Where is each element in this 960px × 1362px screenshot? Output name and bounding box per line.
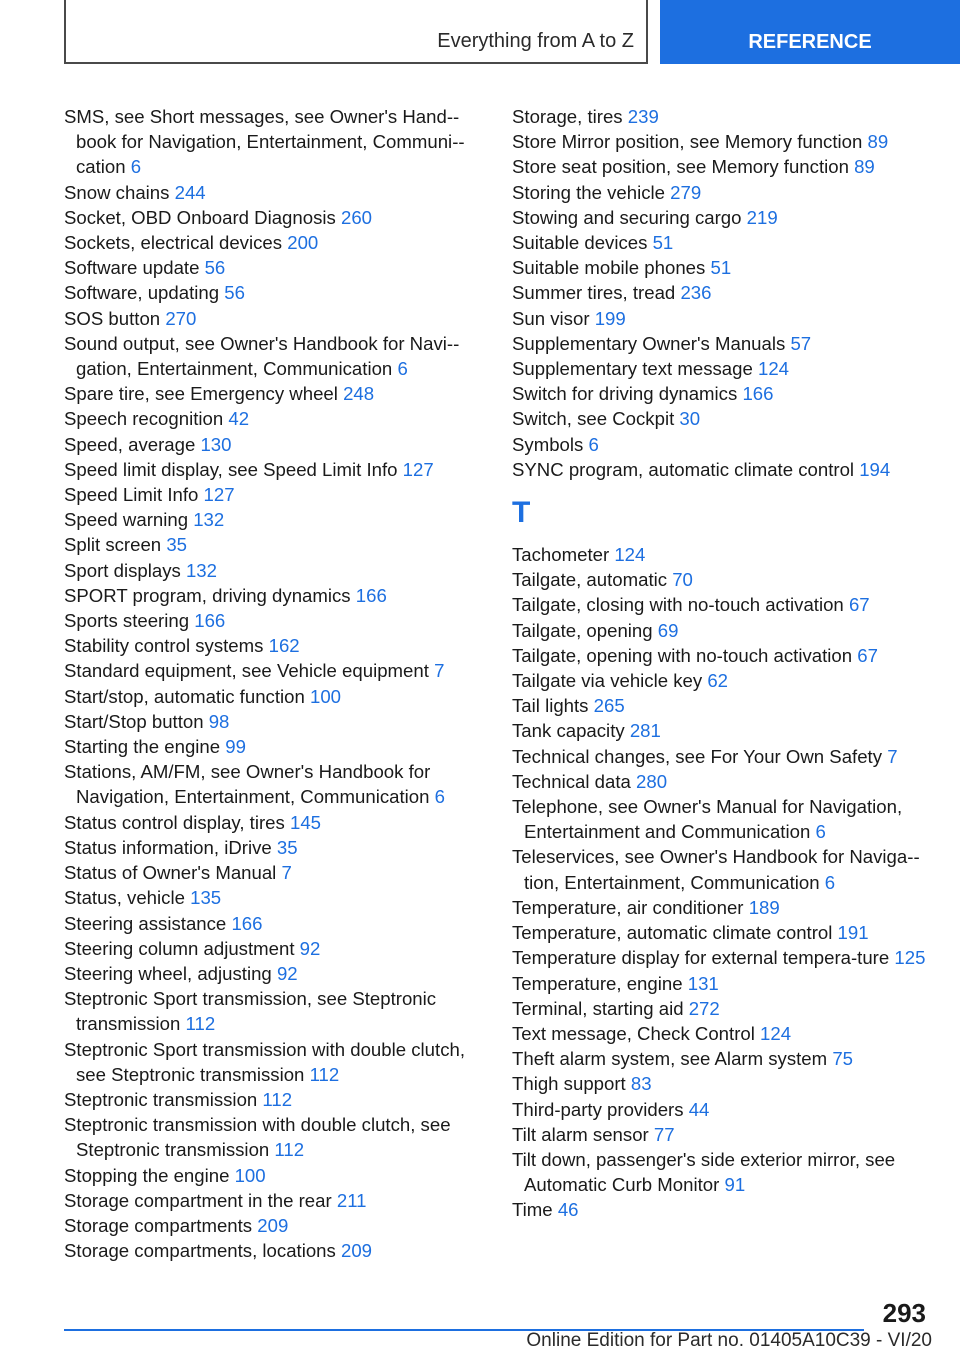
page-number: 293 xyxy=(882,1298,926,1328)
page-link[interactable]: 112 xyxy=(262,1088,293,1110)
page-link[interactable]: 270 xyxy=(165,307,197,329)
index-entry xyxy=(64,1087,484,1112)
index-entry-term: SPORT program, driving dynamics xyxy=(64,584,351,606)
index-entry xyxy=(512,794,932,844)
index-entry xyxy=(512,895,932,920)
index-entry xyxy=(64,1163,484,1188)
index-group-s xyxy=(512,104,932,482)
index-entry xyxy=(512,1046,932,1071)
index-entry-term: Tilt alarm sensor xyxy=(512,1123,649,1145)
index-entry-term: Software update xyxy=(64,257,200,279)
index-entry xyxy=(64,1112,484,1162)
index-entry xyxy=(512,996,932,1021)
page-link[interactable]: 67 xyxy=(848,594,870,616)
index-entry-term: Steptronic Sport transmission, see Steptronic transmission xyxy=(64,988,437,1035)
index-entry-term: Sun visor xyxy=(512,307,590,329)
index-entry-term: Store seat position, see Memory function xyxy=(512,156,849,178)
index-entry xyxy=(512,432,932,457)
index-entry xyxy=(64,684,484,709)
page-link[interactable]: 100 xyxy=(234,1164,266,1186)
index-entry-term: Sockets, electrical devices xyxy=(64,232,283,254)
index-entry-term: Steptronic transmission xyxy=(64,1088,258,1110)
index-entry xyxy=(64,507,484,532)
page-link[interactable]: 244 xyxy=(174,181,206,203)
index-entry-term: Start/stop, automatic function xyxy=(64,685,305,707)
index-entry xyxy=(64,381,484,406)
index-entry-term: Sport displays xyxy=(64,559,181,581)
index-entry xyxy=(64,457,484,482)
index-entry xyxy=(512,592,932,617)
index-entry-term: Summer tires, tread xyxy=(512,282,676,304)
page-link[interactable]: 6 xyxy=(130,156,142,178)
page-link[interactable]: 57 xyxy=(790,332,812,354)
index-entry-term: Status, vehicle xyxy=(64,887,185,909)
index-entry-term: Tailgate via vehicle key xyxy=(512,670,703,692)
page-link[interactable]: 83 xyxy=(630,1073,652,1095)
page-link[interactable]: 132 xyxy=(193,509,225,531)
page-link[interactable]: 6 xyxy=(815,821,826,843)
page-link[interactable]: 280 xyxy=(636,770,668,792)
index-entry xyxy=(64,280,484,305)
page-link[interactable]: 30 xyxy=(679,408,701,430)
index-entry xyxy=(64,255,484,280)
index-entry xyxy=(512,230,932,255)
page-link[interactable]: 127 xyxy=(203,484,235,506)
index-entry xyxy=(512,331,932,356)
index-entry-term: Temperature, automatic climate control xyxy=(512,922,833,944)
index-entry-term: Stability control systems xyxy=(64,635,264,657)
page-link[interactable]: 260 xyxy=(340,206,373,228)
page-link[interactable]: 236 xyxy=(680,282,712,304)
index-entry-term: Storage compartments xyxy=(64,1214,253,1236)
index-entry-term: Snow chains xyxy=(64,181,170,203)
index-entry xyxy=(64,961,484,986)
index-entry-term: SOS button xyxy=(64,307,161,329)
index-entry xyxy=(64,306,484,331)
index-entry xyxy=(512,668,932,693)
header-section-box xyxy=(64,0,648,64)
index-entry-term: Third-party providers xyxy=(512,1098,684,1120)
page-link[interactable]: 7 xyxy=(281,862,292,884)
index-entry xyxy=(64,734,484,759)
page-link[interactable]: 42 xyxy=(228,408,250,430)
page-link[interactable]: 7 xyxy=(887,745,898,767)
page-link[interactable]: 124 xyxy=(760,1022,792,1044)
index-entry-term: Spare tire, see Emergency wheel xyxy=(64,383,338,405)
page-link[interactable]: 100 xyxy=(309,685,342,707)
page-link[interactable]: 166 xyxy=(231,912,263,934)
index-entry-term: Tailgate, automatic xyxy=(512,569,668,591)
index-entry-term: Tailgate, opening with no-touch activation xyxy=(512,644,853,666)
index-entry-term: Supplementary Owner's Manuals xyxy=(512,332,786,354)
page-link[interactable]: 91 xyxy=(724,1174,746,1196)
index-entry xyxy=(512,255,932,280)
index-entry xyxy=(64,885,484,910)
index-entry-term: Temperature, engine xyxy=(512,972,683,994)
index-entry-term: Socket, OBD Onboard Diagnosis xyxy=(64,206,336,228)
index-entry xyxy=(512,744,932,769)
index-entry xyxy=(64,835,484,860)
index-entry-term: Starting the engine xyxy=(64,736,221,758)
index-entry-term: Storage, tires xyxy=(512,106,623,127)
index-entry-term: Speed limit display, see Speed Limit Info xyxy=(64,458,398,480)
page-link[interactable]: 6 xyxy=(588,433,599,455)
index-entry xyxy=(64,759,484,809)
index-entry xyxy=(512,1097,932,1122)
page-link[interactable]: 35 xyxy=(276,836,298,858)
page-link[interactable]: 112 xyxy=(309,1063,340,1085)
index-entry xyxy=(64,180,484,205)
page-link[interactable]: 211 xyxy=(336,1189,367,1211)
index-entry-term: Speed Limit Info xyxy=(64,484,199,506)
index-entry xyxy=(512,1071,932,1096)
index-entry xyxy=(64,104,484,180)
index-entry-term: Temperature display for external tempera-ture xyxy=(512,947,890,969)
page-link[interactable]: 89 xyxy=(867,131,889,153)
index-entry-term: Software, updating xyxy=(64,282,220,304)
page-link[interactable]: 75 xyxy=(832,1048,853,1070)
page-link[interactable]: 56 xyxy=(224,282,245,304)
page-link[interactable]: 162 xyxy=(268,635,300,657)
index-entry xyxy=(512,718,932,743)
page-link[interactable]: 67 xyxy=(857,644,878,666)
index-entry-term: Tank capacity xyxy=(512,720,625,742)
index-entry-term: Speed, average xyxy=(64,433,196,455)
index-entry-term: Suitable devices xyxy=(512,232,648,254)
index-group-t xyxy=(512,542,932,1222)
page-link[interactable]: 6 xyxy=(824,871,836,893)
reference-tab[interactable]: REFERENCE xyxy=(660,0,960,64)
index-entry-term: Speech recognition xyxy=(64,408,224,430)
page-link[interactable]: 194 xyxy=(859,458,891,480)
page-link[interactable]: 189 xyxy=(748,896,780,918)
index-entry-term: Switch, see Cockpit xyxy=(512,408,675,430)
index-entry-term: Tachometer xyxy=(512,544,610,566)
index-entry-term: Switch for driving dynamics xyxy=(512,383,738,405)
page-link[interactable]: 127 xyxy=(402,458,434,480)
index-entry-term: Tailgate, closing with no-touch activation xyxy=(512,594,844,616)
index-entry xyxy=(64,1213,484,1238)
index-entry xyxy=(64,583,484,608)
index-entry xyxy=(512,945,932,970)
index-section-letter: T xyxy=(512,496,531,530)
page-link[interactable]: 7 xyxy=(434,660,445,682)
index-entry xyxy=(512,618,932,643)
page-link[interactable]: 191 xyxy=(837,922,869,944)
index-entry-term: Store Mirror position, see Memory function xyxy=(512,131,863,153)
page-link[interactable]: 46 xyxy=(557,1199,579,1221)
index-entry xyxy=(64,406,484,431)
index-entry xyxy=(64,986,484,1036)
page-link[interactable]: 166 xyxy=(742,383,774,405)
page-link[interactable]: 44 xyxy=(688,1098,710,1120)
page-link[interactable]: 51 xyxy=(710,257,732,279)
index-entry xyxy=(64,911,484,936)
page-link[interactable]: 51 xyxy=(652,232,674,254)
page-link[interactable]: 6 xyxy=(397,358,408,380)
index-entry xyxy=(512,356,932,381)
index-entry xyxy=(512,381,932,406)
page-link[interactable]: 56 xyxy=(204,257,226,279)
page-link[interactable]: 69 xyxy=(657,619,679,641)
page-link[interactable]: 209 xyxy=(257,1214,289,1236)
index-entry xyxy=(64,532,484,557)
index-entry-term: Steptronic transmission with double clutch, see Steptronic transmission xyxy=(64,1114,451,1161)
index-entry xyxy=(64,810,484,835)
page-link[interactable]: 6 xyxy=(434,786,445,808)
index-entry xyxy=(64,482,484,507)
page-link[interactable]: 219 xyxy=(746,206,778,228)
page-link[interactable]: 62 xyxy=(707,670,729,692)
page-link[interactable]: 265 xyxy=(593,695,625,717)
index-entry-term: Tilt down, passenger's side exterior mirror, see Automatic Curb Monitor xyxy=(512,1148,896,1196)
page-link[interactable]: 35 xyxy=(166,534,188,556)
index-entry-term: SMS, see Short messages, see Owner's Hand-book for Navigation, Entertainment, Communi-cation xyxy=(64,106,465,178)
index-entry-term: Technical data xyxy=(512,770,631,792)
index-entry-term: Technical changes, see For Your Own Safety xyxy=(512,745,883,767)
page-link[interactable]: 112 xyxy=(185,1013,216,1035)
index-entry-term: Tail lights xyxy=(512,695,589,717)
page-link[interactable]: 125 xyxy=(894,947,926,969)
page-link[interactable]: 209 xyxy=(340,1240,373,1262)
page-link[interactable]: 124 xyxy=(757,358,790,380)
index-entry-term: Steptronic Sport transmission with double clutch, see Steptronic transmission xyxy=(64,1038,465,1085)
index-entry-term: Temperature, air conditioner xyxy=(512,896,744,918)
page-link[interactable]: 92 xyxy=(276,962,298,984)
index-entry-term: Steering wheel, adjusting xyxy=(64,962,272,984)
index-entry-term: Sports steering xyxy=(64,610,190,632)
index-entry-term: Status of Owner's Manual xyxy=(64,862,277,884)
page-link[interactable]: 239 xyxy=(627,106,659,127)
edition-text: Online Edition for Part no. 01405A10C39 - VI/20 xyxy=(526,1330,932,1351)
index-entry xyxy=(512,920,932,945)
page-link[interactable]: 98 xyxy=(208,710,230,732)
index-entry xyxy=(64,230,484,255)
index-entry xyxy=(512,693,932,718)
index-entry-term: Sound output, see Owner's Handbook for Navi-gation, Entertainment, Communication xyxy=(64,332,460,380)
index-entry xyxy=(64,1037,484,1087)
index-column-left xyxy=(64,104,484,1263)
index-entry xyxy=(64,558,484,583)
index-entry xyxy=(512,280,932,305)
index-entry-term: Stowing and securing cargo xyxy=(512,206,742,228)
index-entry-term: Time xyxy=(512,1199,553,1221)
index-entry xyxy=(512,457,932,482)
index-entry-term: Storage compartment in the rear xyxy=(64,1189,332,1211)
index-entry-term: Start/Stop button xyxy=(64,710,204,732)
index-entry xyxy=(64,709,484,734)
section-title: Everything from A to Z xyxy=(437,30,634,52)
page-link[interactable]: 166 xyxy=(355,584,387,606)
page-link[interactable]: 124 xyxy=(614,544,646,566)
index-entry-term: Supplementary text message xyxy=(512,358,753,380)
index-entry xyxy=(512,567,932,592)
index-entry-term: Theft alarm system, see Alarm system xyxy=(512,1048,828,1070)
page-link[interactable]: 135 xyxy=(190,887,222,909)
page-link[interactable]: 200 xyxy=(287,232,319,254)
page-link[interactable]: 132 xyxy=(185,559,217,581)
index-entry xyxy=(64,1188,484,1213)
index-entry xyxy=(512,844,932,894)
index-entry xyxy=(512,1197,932,1222)
index-entry-term: Storage compartments, locations xyxy=(64,1240,336,1262)
index-entry xyxy=(512,180,932,205)
index-entry-term: Steering column adjustment xyxy=(64,937,295,959)
page-link[interactable]: 130 xyxy=(200,433,232,455)
index-column-right xyxy=(512,104,932,1223)
index-entry xyxy=(512,1021,932,1046)
page-link[interactable]: 279 xyxy=(670,181,702,203)
index-entry xyxy=(64,205,484,230)
page-link[interactable]: 77 xyxy=(653,1123,675,1145)
page-link[interactable]: 272 xyxy=(688,997,720,1019)
index-entry-term: Speed warning xyxy=(64,509,189,531)
index-entry-term: Stopping the engine xyxy=(64,1164,230,1186)
index-entry-term: Storing the vehicle xyxy=(512,181,665,203)
index-entry-term: Steering assistance xyxy=(64,912,227,934)
page-link[interactable]: 166 xyxy=(194,610,226,632)
index-entry-term: Thigh support xyxy=(512,1073,626,1095)
index-entry-term: Terminal, starting aid xyxy=(512,997,684,1019)
index-entry xyxy=(64,860,484,885)
index-entry xyxy=(512,1147,932,1197)
footer-edition xyxy=(0,1330,960,1352)
page-link[interactable]: 89 xyxy=(854,156,875,178)
index-entry xyxy=(64,331,484,381)
page-link[interactable]: 145 xyxy=(289,811,322,833)
page-link[interactable]: 281 xyxy=(629,720,661,742)
index-entry xyxy=(64,658,484,683)
index-entry xyxy=(512,306,932,331)
index-entry xyxy=(512,205,932,230)
index-entry-term: Standard equipment, see Vehicle equipment xyxy=(64,660,429,682)
page-link[interactable]: 99 xyxy=(225,736,246,758)
index-entry xyxy=(512,971,932,996)
index-entry-term: Split screen xyxy=(64,534,162,556)
index-entry-term: Stations, AM/FM, see Owner's Handbook for Navigation, Entertainment, Communication xyxy=(64,761,431,808)
index-entry-term: Status control display, tires xyxy=(64,811,285,833)
index-entry-term: Symbols xyxy=(512,433,584,455)
index-entry xyxy=(512,542,932,567)
index-entry xyxy=(512,129,932,154)
index-entry xyxy=(64,608,484,633)
index-entry-term: Status information, iDrive xyxy=(64,836,272,858)
index-entry xyxy=(64,432,484,457)
index-entry-term: Tailgate, opening xyxy=(512,619,653,641)
page-link[interactable]: 70 xyxy=(672,569,693,591)
index-entry-term: Telephone, see Owner's Manual for Navigation, Entertainment and Communication xyxy=(512,796,903,843)
index-entry xyxy=(64,1238,484,1263)
index-entry-term: Text message, Check Control xyxy=(512,1022,755,1044)
index-entry xyxy=(64,936,484,961)
index-entry-term: Suitable mobile phones xyxy=(512,257,706,279)
index-entry xyxy=(512,406,932,431)
index-entry xyxy=(512,154,932,179)
page-link[interactable]: 131 xyxy=(687,972,719,994)
index-entry xyxy=(512,643,932,668)
page-link[interactable]: 248 xyxy=(343,383,375,405)
index-entry xyxy=(512,1122,932,1147)
page-link[interactable]: 199 xyxy=(594,307,626,329)
page-link[interactable]: 112 xyxy=(274,1139,305,1161)
index-entry xyxy=(64,633,484,658)
index-entry-term: Teleservices, see Owner's Handbook for Naviga-tion, Entertainment, Communication xyxy=(512,846,920,893)
index-entry-term: SYNC program, automatic climate control xyxy=(512,458,855,480)
page-link[interactable]: 92 xyxy=(299,937,321,959)
index-entry xyxy=(512,769,932,794)
index-entry xyxy=(512,104,932,129)
